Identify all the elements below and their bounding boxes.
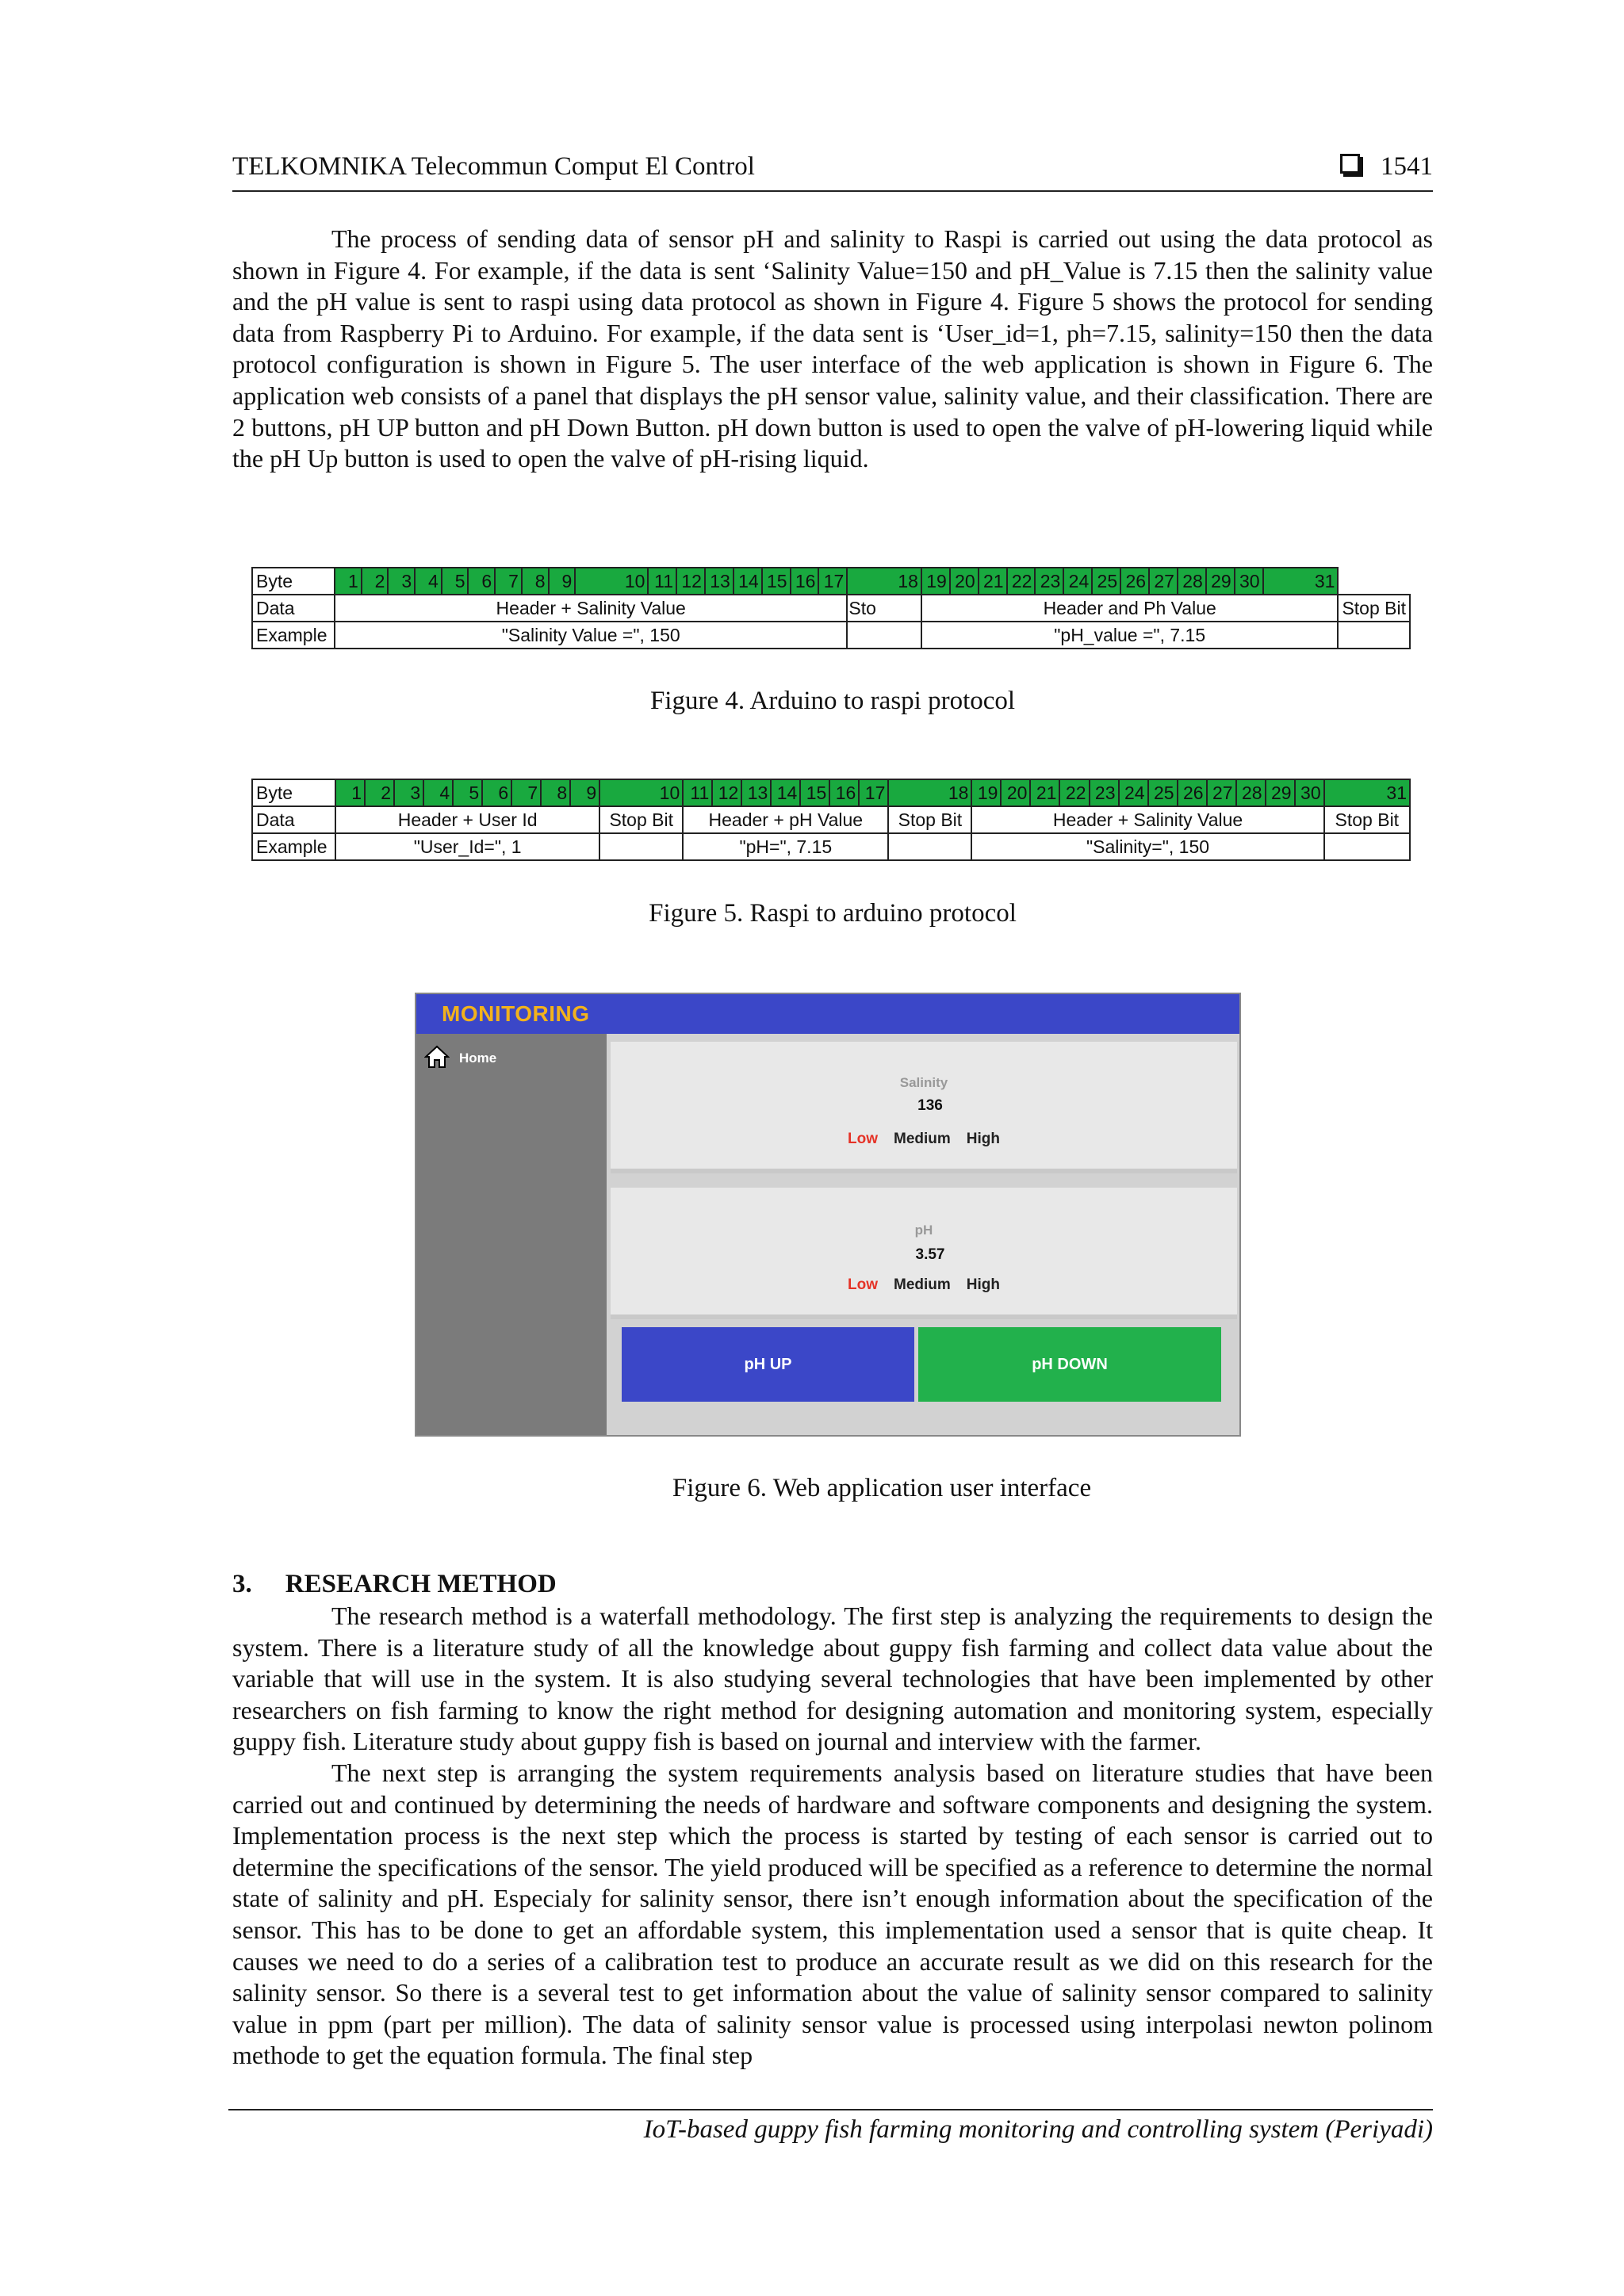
byte-cell: 5 (453, 779, 482, 806)
example-cell: "pH_value =", 7.15 (921, 622, 1339, 649)
byte-cell: 30 (1295, 779, 1324, 806)
ph-value: 3.57 (915, 1246, 945, 1263)
byte-cell: 16 (791, 568, 819, 595)
data-cell: Header + pH Value (683, 806, 888, 833)
example-cell-empty (1324, 833, 1410, 860)
method-text-2: The next step is arranging the system requirements analysis based on literature studies that have been carried out and continued by determining the needs of hardware and software components and designing the system. Implementation process is the next step which the process is started by testing of each sensor is carried out to determine the specifications of the sensor. The yield produced will be specified as a reference to determine the normal state of salinity and pH. Especialy for salinity sensor, there isn’t enough information about the specification of the sensor. This has to be done to get an affordable system, this implementation used a sensor that is quite cheap. It causes we need to do a series of a calibration test to produce an accurate result as we did on this research for the salinity sensor. So there is a several test to get information about the value of salinity sensor compared to salinity value in ppm (part per million). The data of salinity sensor value is processed using interpolasi newton polinom methode to get the equation formula. The final step (232, 1758, 1433, 2070)
byte-cell: 30 (1235, 568, 1263, 595)
data-cell: Sto (847, 595, 921, 622)
example-cell-empty (599, 833, 683, 860)
example-cell: "Salinity Value =", 150 (335, 622, 847, 649)
method-text-1: The research method is a waterfall methodology. The first step is analyzing the requirements to design the system. There is a literature study of all the knowledge about guppy fish farming and collect data value about the variable that will use in the system. It is also studying several technologies that have been implemented by other researchers on fish farming to know the right method for designing automation and monitoring system, especially guppy fish. Literature study about guppy fish is based on journal and interview with the farmer. (232, 1601, 1433, 1756)
byte-row (252, 779, 1410, 806)
data-row (252, 595, 1410, 622)
byte-cell: 23 (1035, 568, 1063, 595)
home-icon (424, 1045, 450, 1069)
byte-cell: 4 (415, 568, 442, 595)
byte-cell: 20 (1001, 779, 1030, 806)
page-number: 1541 (1381, 152, 1433, 181)
example-cell: "User_Id=", 1 (335, 833, 599, 860)
byte-cell: 18 (888, 779, 971, 806)
journal-title: TELKOMNIKA Telecommun Comput El Control (232, 152, 755, 181)
example-cell-empty (847, 622, 921, 649)
byte-cell: 31 (1324, 779, 1410, 806)
byte-cell: 24 (1063, 568, 1092, 595)
salinity-value: 136 (917, 1097, 943, 1114)
byte-cell: 19 (971, 779, 1001, 806)
data-label: Data (252, 595, 335, 622)
byte-cell: 4 (423, 779, 453, 806)
byte-cell: 5 (442, 568, 469, 595)
byte-cell: 22 (1007, 568, 1036, 595)
data-row (252, 806, 1410, 833)
salinity-low: Low (848, 1131, 878, 1147)
salinity-label: Salinity (899, 1075, 948, 1090)
data-cell: Stop Bit (599, 806, 683, 833)
ph-label: pH (914, 1223, 933, 1238)
example-cell-empty (1338, 622, 1410, 649)
ph-high: High (966, 1276, 1000, 1293)
byte-cell: 13 (705, 568, 733, 595)
example-cell-empty (888, 833, 971, 860)
example-row (252, 622, 1410, 649)
byte-cell: 24 (1119, 779, 1148, 806)
byte-cell: 23 (1090, 779, 1119, 806)
data-cell: Stop Bit (1338, 595, 1410, 622)
byte-cell: 28 (1236, 779, 1266, 806)
byte-label: Byte (252, 779, 335, 806)
byte-cell: 1 (335, 779, 365, 806)
data-cell: Stop Bit (888, 806, 971, 833)
ph-up-button[interactable]: pH UP (622, 1327, 914, 1402)
data-cell: Header + Salinity Value (335, 595, 847, 622)
app-topbar (416, 994, 1239, 1034)
byte-cell: 17 (859, 779, 888, 806)
example-row (252, 833, 1410, 860)
byte-cell: 21 (979, 568, 1007, 595)
salinity-panel (611, 1042, 1237, 1173)
byte-cell: 13 (741, 779, 771, 806)
data-cell: Header + Salinity Value (971, 806, 1323, 833)
raspi-to-arduino-table (251, 779, 1411, 861)
example-cell: "pH=", 7.15 (683, 833, 888, 860)
byte-cell: 22 (1059, 779, 1089, 806)
byte-cell: 11 (683, 779, 712, 806)
byte-cell: 9 (570, 779, 599, 806)
byte-cell: 27 (1207, 779, 1236, 806)
byte-cell: 3 (394, 779, 423, 806)
data-cell: Header + User Id (335, 806, 599, 833)
footer-text: IoT-based guppy fish farming monitoring and controlling system (Periyadi) (643, 2115, 1433, 2144)
byte-cell: 19 (921, 568, 950, 595)
byte-cell: 1 (335, 568, 362, 595)
nav-home-label: Home (459, 1050, 497, 1066)
ph-medium: Medium (894, 1276, 951, 1293)
example-cell: "Salinity=", 150 (971, 833, 1323, 860)
byte-cell: 11 (648, 568, 676, 595)
byte-cell: 12 (712, 779, 741, 806)
byte-cell: 29 (1266, 779, 1295, 806)
byte-cell: 28 (1178, 568, 1206, 595)
byte-cell: 8 (522, 568, 549, 595)
byte-cell: 6 (482, 779, 511, 806)
data-cell: Stop Bit (1324, 806, 1410, 833)
sidebar (416, 1034, 607, 1435)
running-header (232, 152, 1433, 192)
byte-label: Byte (252, 568, 335, 595)
intro-paragraph (232, 224, 1433, 475)
section-title: RESEARCH METHOD (285, 1570, 557, 1598)
byte-cell: 10 (599, 779, 683, 806)
example-label: Example (252, 622, 335, 649)
example-label: Example (252, 833, 335, 860)
byte-cell: 2 (362, 568, 389, 595)
ph-levels (611, 1276, 1237, 1294)
nav-home[interactable] (424, 1045, 496, 1069)
byte-cell: 26 (1178, 779, 1207, 806)
section-number: 3. (232, 1570, 252, 1598)
byte-row (252, 568, 1410, 595)
byte-cell: 20 (950, 568, 979, 595)
salinity-high: High (966, 1131, 1000, 1147)
page-number-wrap (1340, 152, 1433, 182)
figure-5-caption: Figure 5. Raspi to arduino protocol (649, 899, 1017, 928)
web-ui-screenshot (415, 993, 1241, 1437)
byte-cell: 25 (1148, 779, 1178, 806)
app-title: MONITORING (442, 1001, 590, 1026)
byte-cell: 15 (762, 568, 791, 595)
byte-cell: 6 (468, 568, 495, 595)
byte-cell: 15 (800, 779, 829, 806)
salinity-medium: Medium (894, 1131, 951, 1147)
data-label: Data (252, 806, 335, 833)
method-paragraphs (232, 1601, 1433, 2072)
byte-cell: 3 (388, 568, 415, 595)
byte-cell: 31 (1263, 568, 1339, 595)
byte-cell: 26 (1120, 568, 1149, 595)
figure-4-caption: Figure 4. Arduino to raspi protocol (649, 687, 1016, 715)
byte-cell: 29 (1206, 568, 1235, 595)
data-cell: Header and Ph Value (921, 595, 1339, 622)
figure-6-caption: Figure 6. Web application user interface (672, 1474, 1092, 1502)
byte-cell: 10 (575, 568, 648, 595)
byte-cell: 9 (549, 568, 576, 595)
byte-cell: 7 (495, 568, 522, 595)
byte-cell: 7 (511, 779, 541, 806)
salinity-levels (611, 1131, 1237, 1148)
byte-cell: 2 (365, 779, 394, 806)
byte-cell: 18 (847, 568, 921, 595)
byte-cell: 16 (829, 779, 859, 806)
section-heading (232, 1570, 557, 1599)
byte-cell: 25 (1092, 568, 1120, 595)
byte-cell: 27 (1149, 568, 1178, 595)
square-bullet-icon (1340, 154, 1360, 174)
byte-cell: 14 (733, 568, 762, 595)
ph-down-button[interactable]: pH DOWN (918, 1327, 1221, 1402)
byte-cell: 8 (541, 779, 570, 806)
arduino-to-raspi-table (251, 567, 1411, 649)
ph-panel (611, 1188, 1237, 1319)
byte-cell: 14 (771, 779, 800, 806)
running-footer (228, 2109, 1433, 2144)
byte-cell: 21 (1030, 779, 1059, 806)
intro-text: The process of sending data of sensor pH and salinity to Raspi is carried out using the data protocol as shown in Figure 4. For example, if the data is sent ‘Salinity Value=150 and pH_Value is 7.15 then the salinity value and the pH value is sent to raspi using data protocol as shown in Figure 4. Figure 5 shows the protocol for sending data from Raspberry Pi to Arduino. For example, if the data sent is ‘User_id=1, ph=7.15, salinity=150 then the data protocol configuration is shown in Figure 5. The user interface of the web application is shown in Figure 6. The application web consists of a panel that displays the pH sensor value, salinity value, and their classification. There are 2 buttons, pH UP button and pH Down Button. pH down button is used to open the valve of pH-lowering liquid while the pH Up button is used to open the valve of pH-rising liquid. (232, 224, 1433, 473)
ph-low: Low (848, 1276, 878, 1293)
byte-cell: 12 (676, 568, 705, 595)
byte-cell: 17 (818, 568, 847, 595)
